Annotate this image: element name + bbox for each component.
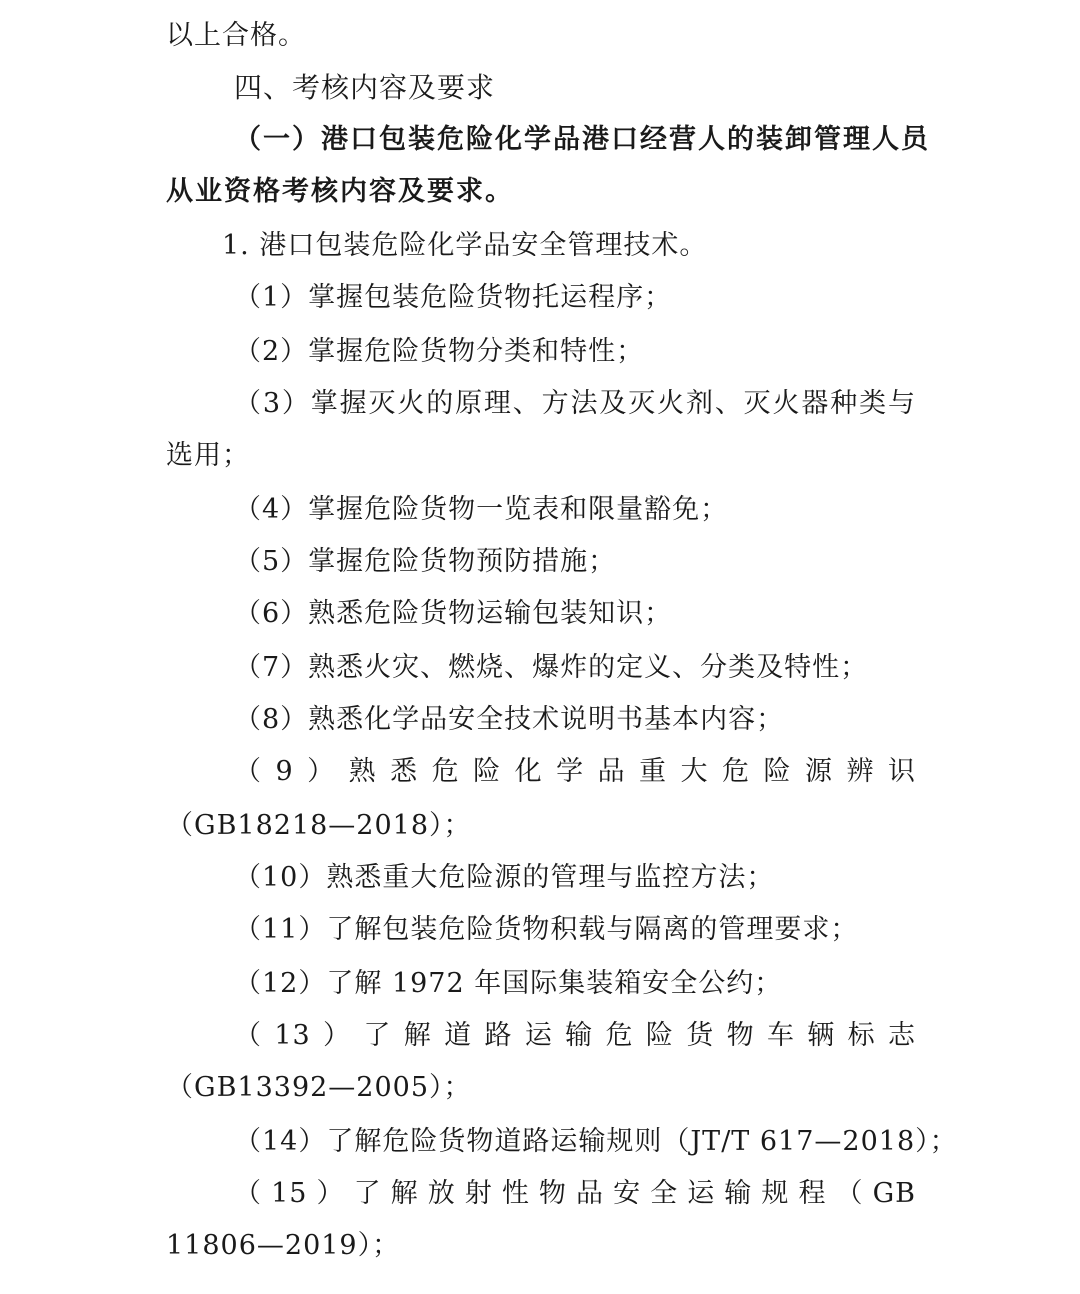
list-item: （3）掌握灭火的原理、方法及灭火剂、灭火器种类与 bbox=[234, 388, 916, 419]
list-item: （13）了解道路运输危险货物车辆标志 bbox=[234, 1020, 916, 1051]
item-heading: 1. 港口包装危险化学品安全管理技术。 bbox=[222, 230, 708, 261]
list-item-cont: 选用； bbox=[166, 440, 250, 471]
list-item-cont: 11806—2019）； bbox=[166, 1230, 401, 1261]
list-item: （9）熟悉危险化学品重大危险源辨识 bbox=[234, 756, 916, 787]
subsection-heading-cont: 从业资格考核内容及要求。 bbox=[166, 176, 514, 207]
text-line: 以上合格。 bbox=[166, 20, 306, 51]
section-heading: 四、考核内容及要求 bbox=[234, 71, 496, 104]
list-item: （12）了解 1972 年国际集装箱安全公约； bbox=[234, 968, 783, 999]
list-item-cont: （GB13392—2005）； bbox=[166, 1072, 472, 1103]
list-item: （2）掌握危险货物分类和特性； bbox=[234, 336, 645, 367]
list-item: （11）了解包装危险货物积载与隔离的管理要求； bbox=[234, 914, 859, 945]
list-item: （14）了解危险货物道路运输规则（JT/T 617—2018）； bbox=[234, 1126, 958, 1157]
list-item: （4）掌握危险货物一览表和限量豁免； bbox=[234, 494, 729, 525]
list-item: （10）熟悉重大危险源的管理与监控方法； bbox=[234, 862, 775, 893]
subsection-heading: （一）港口包装危险化学品港口经营人的装卸管理人员 bbox=[234, 124, 930, 155]
list-item: （5）掌握危险货物预防措施； bbox=[234, 546, 617, 577]
list-item: （7）熟悉火灾、燃烧、爆炸的定义、分类及特性； bbox=[234, 652, 869, 683]
list-item-cont: （GB18218—2018）； bbox=[166, 810, 472, 841]
list-item: （8）熟悉化学品安全技术说明书基本内容； bbox=[234, 704, 785, 735]
list-item: （1）掌握包装危险货物托运程序； bbox=[234, 282, 673, 313]
list-item: （6）熟悉危险货物运输包装知识； bbox=[234, 598, 673, 629]
list-item: （15）了解放射性物品安全运输规程（GB bbox=[234, 1178, 916, 1209]
